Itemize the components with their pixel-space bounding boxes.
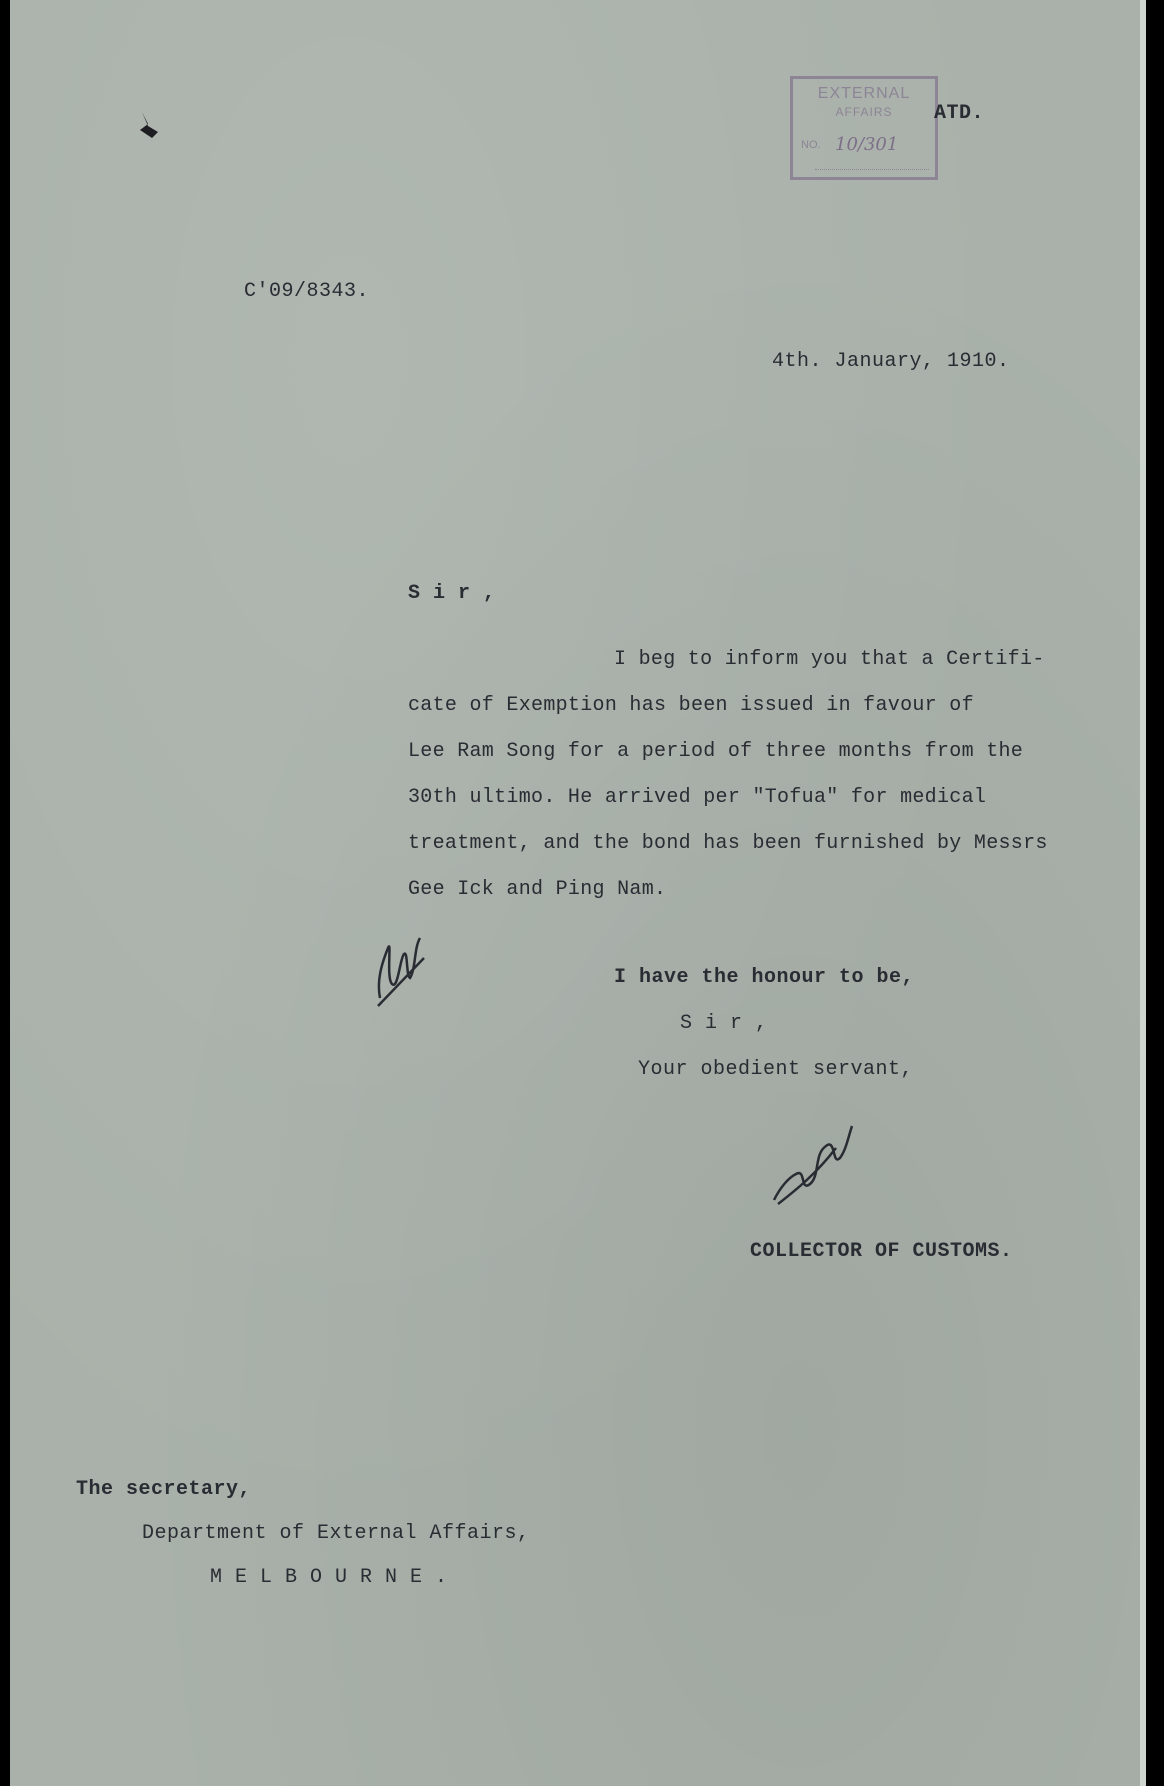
closing-line: I have the honour to be, (614, 966, 915, 989)
initials-signature-icon (370, 918, 430, 1008)
body-line: treatment, and the bond has been furnished by Messrs (408, 832, 1048, 855)
closing-sir: S i r , (680, 1012, 768, 1035)
reference-number: C'09/8343. (244, 280, 370, 303)
stamp-number: 10/301 (835, 134, 899, 155)
stamp-subtitle: AFFAIRS (835, 105, 893, 119)
address-city: M E L B O U R N E . (210, 1566, 448, 1589)
stamp-number-line (815, 169, 929, 170)
pen-mark-icon (134, 108, 170, 144)
closing-servant: Your obedient servant, (638, 1058, 914, 1081)
address-recipient: The secretary, (76, 1478, 252, 1501)
address-department: Department of External Affairs, (142, 1522, 530, 1545)
salutation: S i r , (408, 582, 496, 605)
body-line: cate of Exemption has been issued in favour of (408, 694, 974, 717)
body-line: Lee Ram Song for a period of three months from the (408, 740, 1024, 763)
letter-page (10, 0, 1146, 1786)
signatory-title: COLLECTOR OF CUSTOMS. (750, 1240, 1013, 1263)
body-line: Gee Ick and Ping Nam. (408, 878, 667, 901)
received-stamp (790, 76, 938, 180)
body-line: 30th ultimo. He arrived per "Tofua" for medical (408, 786, 987, 809)
body-line: I beg to inform you that a Certifi- (614, 648, 1045, 671)
atd-mark: ATD. (934, 102, 985, 125)
letter-date: 4th. January, 1910. (772, 350, 1010, 373)
stamp-no-label: NO. (801, 139, 821, 151)
signature-icon (766, 1118, 856, 1208)
stamp-title: EXTERNAL (817, 85, 911, 102)
